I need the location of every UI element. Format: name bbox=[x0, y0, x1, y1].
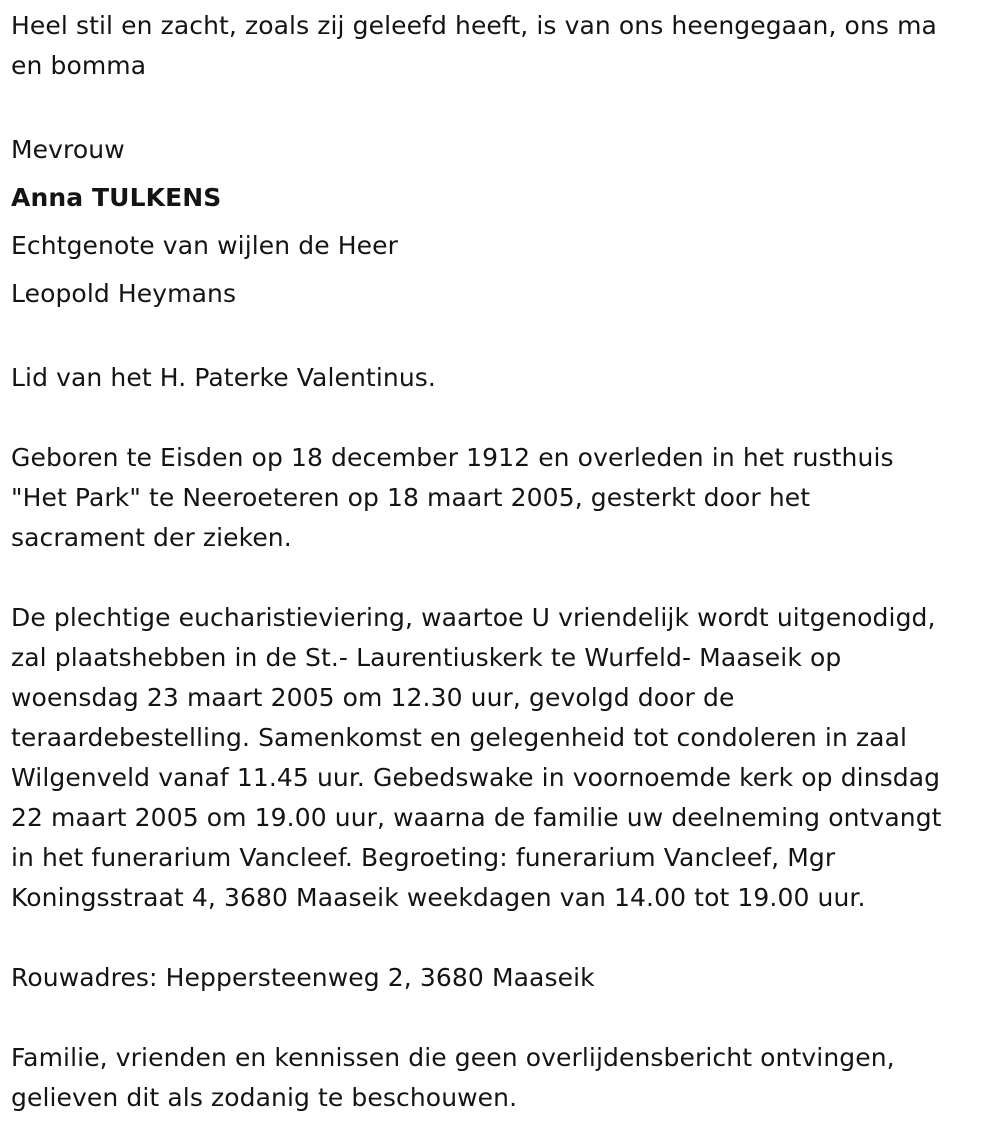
ceremony-line: 22 maart 2005 om 19.00 uur, waarna de familie uw deelneming ontvangt bbox=[11, 803, 942, 832]
ceremony-line: De plechtige eucharistieviering, waartoe U vriendelijk wordt uitgenodigd, bbox=[11, 603, 936, 632]
birth-death-line: Geboren te Eisden op 18 december 1912 en overleden in het rusthuis bbox=[11, 443, 894, 472]
spouse-name: Leopold Heymans bbox=[11, 279, 237, 308]
spouse-line: Echtgenote van wijlen de Heer bbox=[11, 231, 399, 260]
ceremony-line: teraardebestelling. Samenkomst en gelegenheid tot condoleren in zaal bbox=[11, 723, 908, 752]
membership-text: Lid van het H. Paterke Valentinus. bbox=[11, 363, 436, 392]
ceremony-line: in het funerarium Vancleef. Begroeting: funerarium Vancleef, Mgr bbox=[11, 843, 836, 872]
paragraph-spacer bbox=[11, 398, 996, 438]
deceased-name: Anna TULKENS bbox=[11, 183, 222, 212]
closing-line: Familie, vrienden en kennissen die geen overlijdensbericht ontvingen, bbox=[11, 1043, 895, 1072]
intro-paragraph bbox=[11, 6, 996, 86]
ceremony-line: zal plaatshebben in de St.- Laurentiuskerk te Wurfeld- Maaseik op bbox=[11, 643, 842, 672]
salutation: Mevrouw bbox=[11, 135, 125, 164]
paragraph-spacer bbox=[11, 918, 996, 958]
paragraph-spacer bbox=[11, 318, 996, 358]
paragraph-spacer bbox=[11, 86, 996, 126]
paragraph-spacer bbox=[11, 558, 996, 598]
ceremony-line: Wilgenveld vanaf 11.45 uur. Gebedswake in voornoemde kerk op dinsdag bbox=[11, 763, 941, 792]
mourning-address: Rouwadres: Heppersteenweg 2, 3680 Maaseik bbox=[11, 963, 595, 992]
obituary-document bbox=[11, 6, 996, 1118]
intro-line: en bomma bbox=[11, 51, 147, 80]
closing-paragraph bbox=[11, 1038, 996, 1118]
ceremony-line: Koningsstraat 4, 3680 Maaseik weekdagen van 14.00 tot 19.00 uur. bbox=[11, 883, 866, 912]
ceremony-paragraph bbox=[11, 598, 996, 918]
closing-line: gelieven dit als zodanig te beschouwen. bbox=[11, 1083, 518, 1112]
birth-death-paragraph bbox=[11, 438, 996, 558]
birth-death-line: sacrament der zieken. bbox=[11, 523, 292, 552]
ceremony-line: woensdag 23 maart 2005 om 12.30 uur, gevolgd door de bbox=[11, 683, 735, 712]
paragraph-spacer bbox=[11, 998, 996, 1038]
birth-death-line: "Het Park" te Neeroeteren op 18 maart 2005, gesterkt door het bbox=[11, 483, 811, 512]
intro-line: Heel stil en zacht, zoals zij geleefd heeft, is van ons heengegaan, ons ma bbox=[11, 11, 937, 40]
